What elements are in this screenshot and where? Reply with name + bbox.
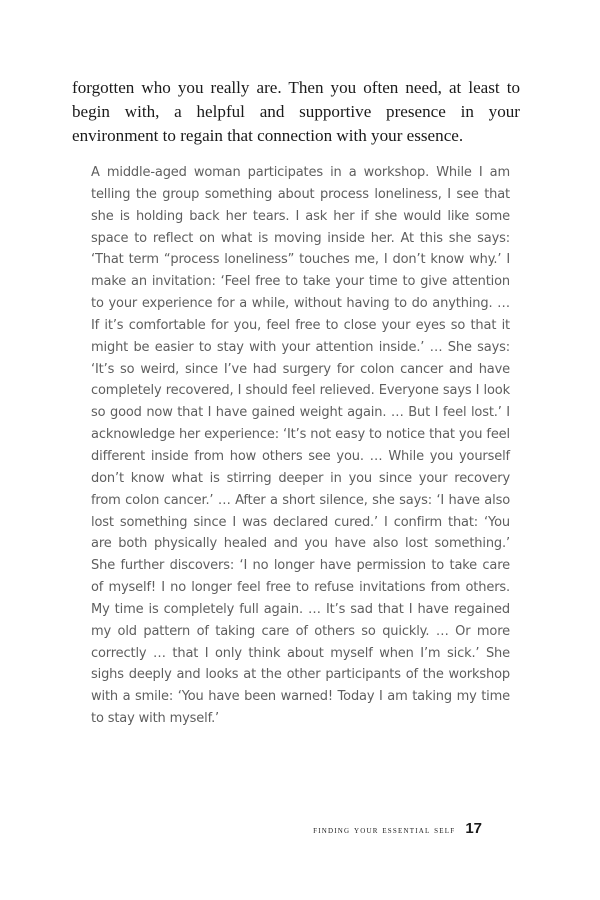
page-number: 17	[465, 820, 482, 837]
page-footer	[313, 820, 482, 837]
case-example-paragraph: A middle-aged woman participates in a workshop. While I am telling the group something about process loneliness, I see that she is holding back her tears. I ask her if she would like some space to reflect on what is moving inside her. At this she says: ‘That term “process loneliness” touches me, I don’t know why.’ I make an invitation: ‘Feel free to take your time to give attention to your experience for a while, without having to do anything. … If it’s comfortable for you, feel free to close your eyes so that it might be easier to stay with your attention inside.’ … She says: ‘It’s so weird, since I’ve had surgery for colon cancer and have completely recovered, I should feel relieved. Everyone says I look so good now that I have gained weight again. … But I feel lost.’ I acknowledge her experience: ‘It’s not easy to notice that you feel different inside from how others see you. … While you yourself don’t know what is stirring deeper in you since your recovery from colon cancer.’ … After a short silence, she says: ‘I have also lost something since I was declared cured.’ I confirm that: ‘You are both physically healed and you have also lost something.’ She further discovers: ‘I no longer have permission to take care of myself! I no longer feel free to refuse invitations from others. My time is completely full again. … It’s sad that I have regained my old pattern of taking care of others so quickly. … Or more correctly … that I only think about myself when I’m sick.’ She sighs deeply and looks at the other participants of the workshop with a smile: ‘You have been warned! Today I am taking my time to stay with myself.’	[91, 165, 510, 727]
running-head: finding your essential self	[313, 825, 456, 836]
main-paragraph: forgotten who you really are. Then you often need, at least to begin with, a helpful and supportive presence in your environment to regain that connection with your essence.	[72, 78, 520, 145]
